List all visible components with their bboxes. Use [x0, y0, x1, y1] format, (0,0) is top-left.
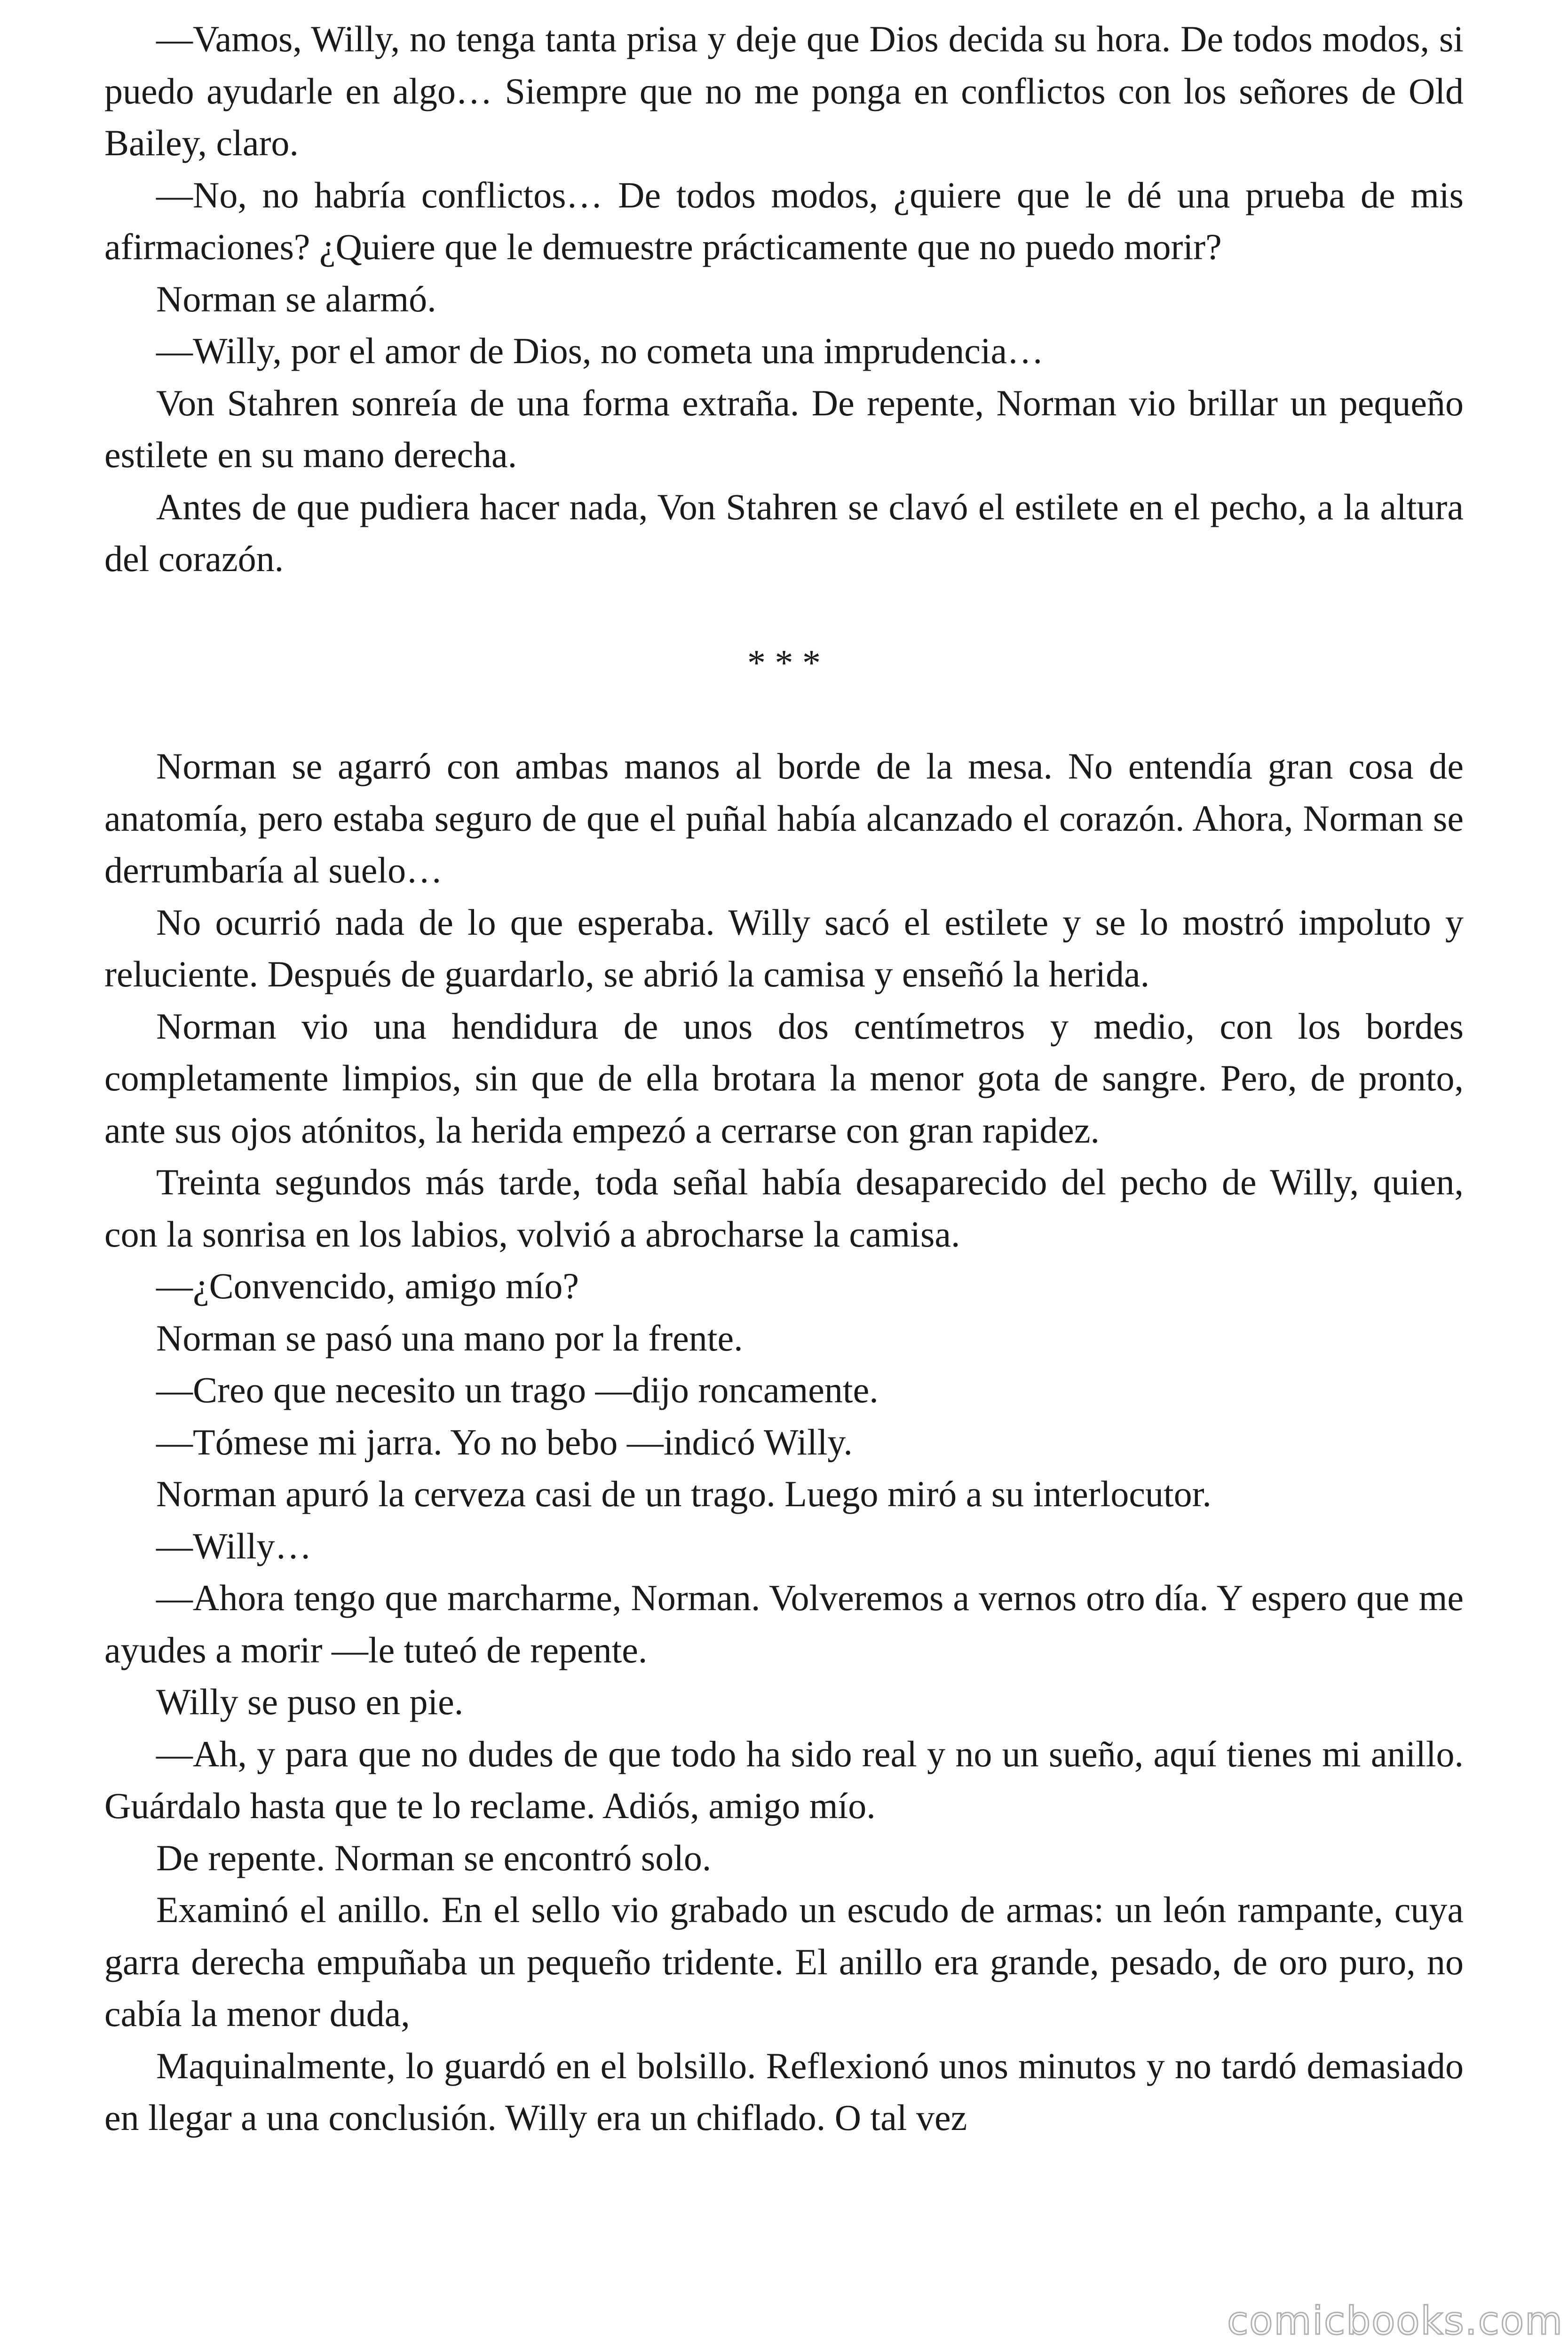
paragraph: No ocurrió nada de lo que esperaba. Willy sacó el estilete y se lo mostró impoluto y reluciente. Después de guardarlo, se abrió la camisa y enseñó la herida.: [104, 901, 1464, 994]
paragraph: De repente. Norman se encontró solo.: [156, 1837, 712, 1878]
paragraph: Willy se puso en pie.: [156, 1681, 464, 1722]
paragraph: Norman se agarró con ambas manos al borde de la mesa. No entendía gran cosa de anatomía, pero estaba seguro de que el puñal había alcanzado el corazón. Ahora, Norman se derrumbaría al suelo…: [104, 746, 1464, 890]
paragraph: Von Stahren sonreía de una forma extraña. De repente, Norman vio brillar un pequeño estilete en su mano derecha.: [104, 382, 1464, 475]
page-text: [104, 13, 1464, 2144]
paragraph: —No, no habría conflictos… De todos modos, ¿quiere que le dé una prueba de mis afirmaciones? ¿Quiere que le demuestre prácticamente que no puedo morir?: [104, 174, 1464, 267]
paragraph: Norman se pasó una mano por la frente.: [156, 1317, 743, 1359]
paragraph: Examinó el anillo. En el sello vio grabado un escudo de armas: un león rampante, cuya garra derecha empuñaba un pequeño tridente. El anillo era grande, pesado, de oro puro, no cabía la menor duda,: [104, 1889, 1464, 2034]
scene-separator: * * *: [747, 642, 821, 683]
paragraph: Antes de que pudiera hacer nada, Von Stahren se clavó el estilete en el pecho, a la altura del corazón.: [104, 486, 1464, 579]
paragraph: —Creo que necesito un trago —dijo roncamente.: [156, 1369, 879, 1410]
paragraph: Maquinalmente, lo guardó en el bolsillo. Reflexionó unos minutos y no tardó demasiado en llegar a una conclusión. Willy era un chiflado. O tal vez: [104, 2045, 1464, 2138]
paragraph: —Vamos, Willy, no tenga tanta prisa y deje que Dios decida su hora. De todos modos, si puedo ayudarle en algo… Siempre que no me ponga en conflictos con los señores de Old Bailey, claro.: [104, 18, 1464, 163]
watermark: comicbooks.com: [1227, 2299, 1563, 2344]
paragraph: Norman vio una hendidura de unos dos centímetros y medio, con los bordes completamente limpios, sin que de ella brotara la menor gota de sangre. Pero, de pronto, ante sus ojos atónitos, la herida empezó a cerrarse con gran rapidez.: [104, 1005, 1464, 1151]
paragraph: —Willy…: [156, 1525, 312, 1566]
paragraph: —Tómese mi jarra. Yo no bebo —indicó Willy.: [156, 1421, 853, 1462]
paragraph: —Ahora tengo que marcharme, Norman. Volveremos a vernos otro día. Y espero que me ayudes a morir —le tuteó de repente.: [104, 1577, 1464, 1670]
paragraph: —Ah, y para que no dudes de que todo ha sido real y no un sueño, aquí tienes mi anillo. Guárdalo hasta que te lo reclame. Adiós, amigo mío.: [104, 1733, 1464, 1826]
paragraph: Norman se alarmó.: [156, 278, 436, 319]
paragraph: Norman apuró la cerveza casi de un trago. Luego miró a su interlocutor.: [156, 1473, 1212, 1514]
paragraph: —¿Convencido, amigo mío?: [156, 1265, 579, 1306]
paragraph: Treinta segundos más tarde, toda señal había desaparecido del pecho de Willy, quien, con la sonrisa en los labios, volvió a abrocharse la camisa.: [104, 1161, 1464, 1255]
paragraph: —Willy, por el amor de Dios, no cometa una imprudencia…: [156, 330, 1044, 371]
